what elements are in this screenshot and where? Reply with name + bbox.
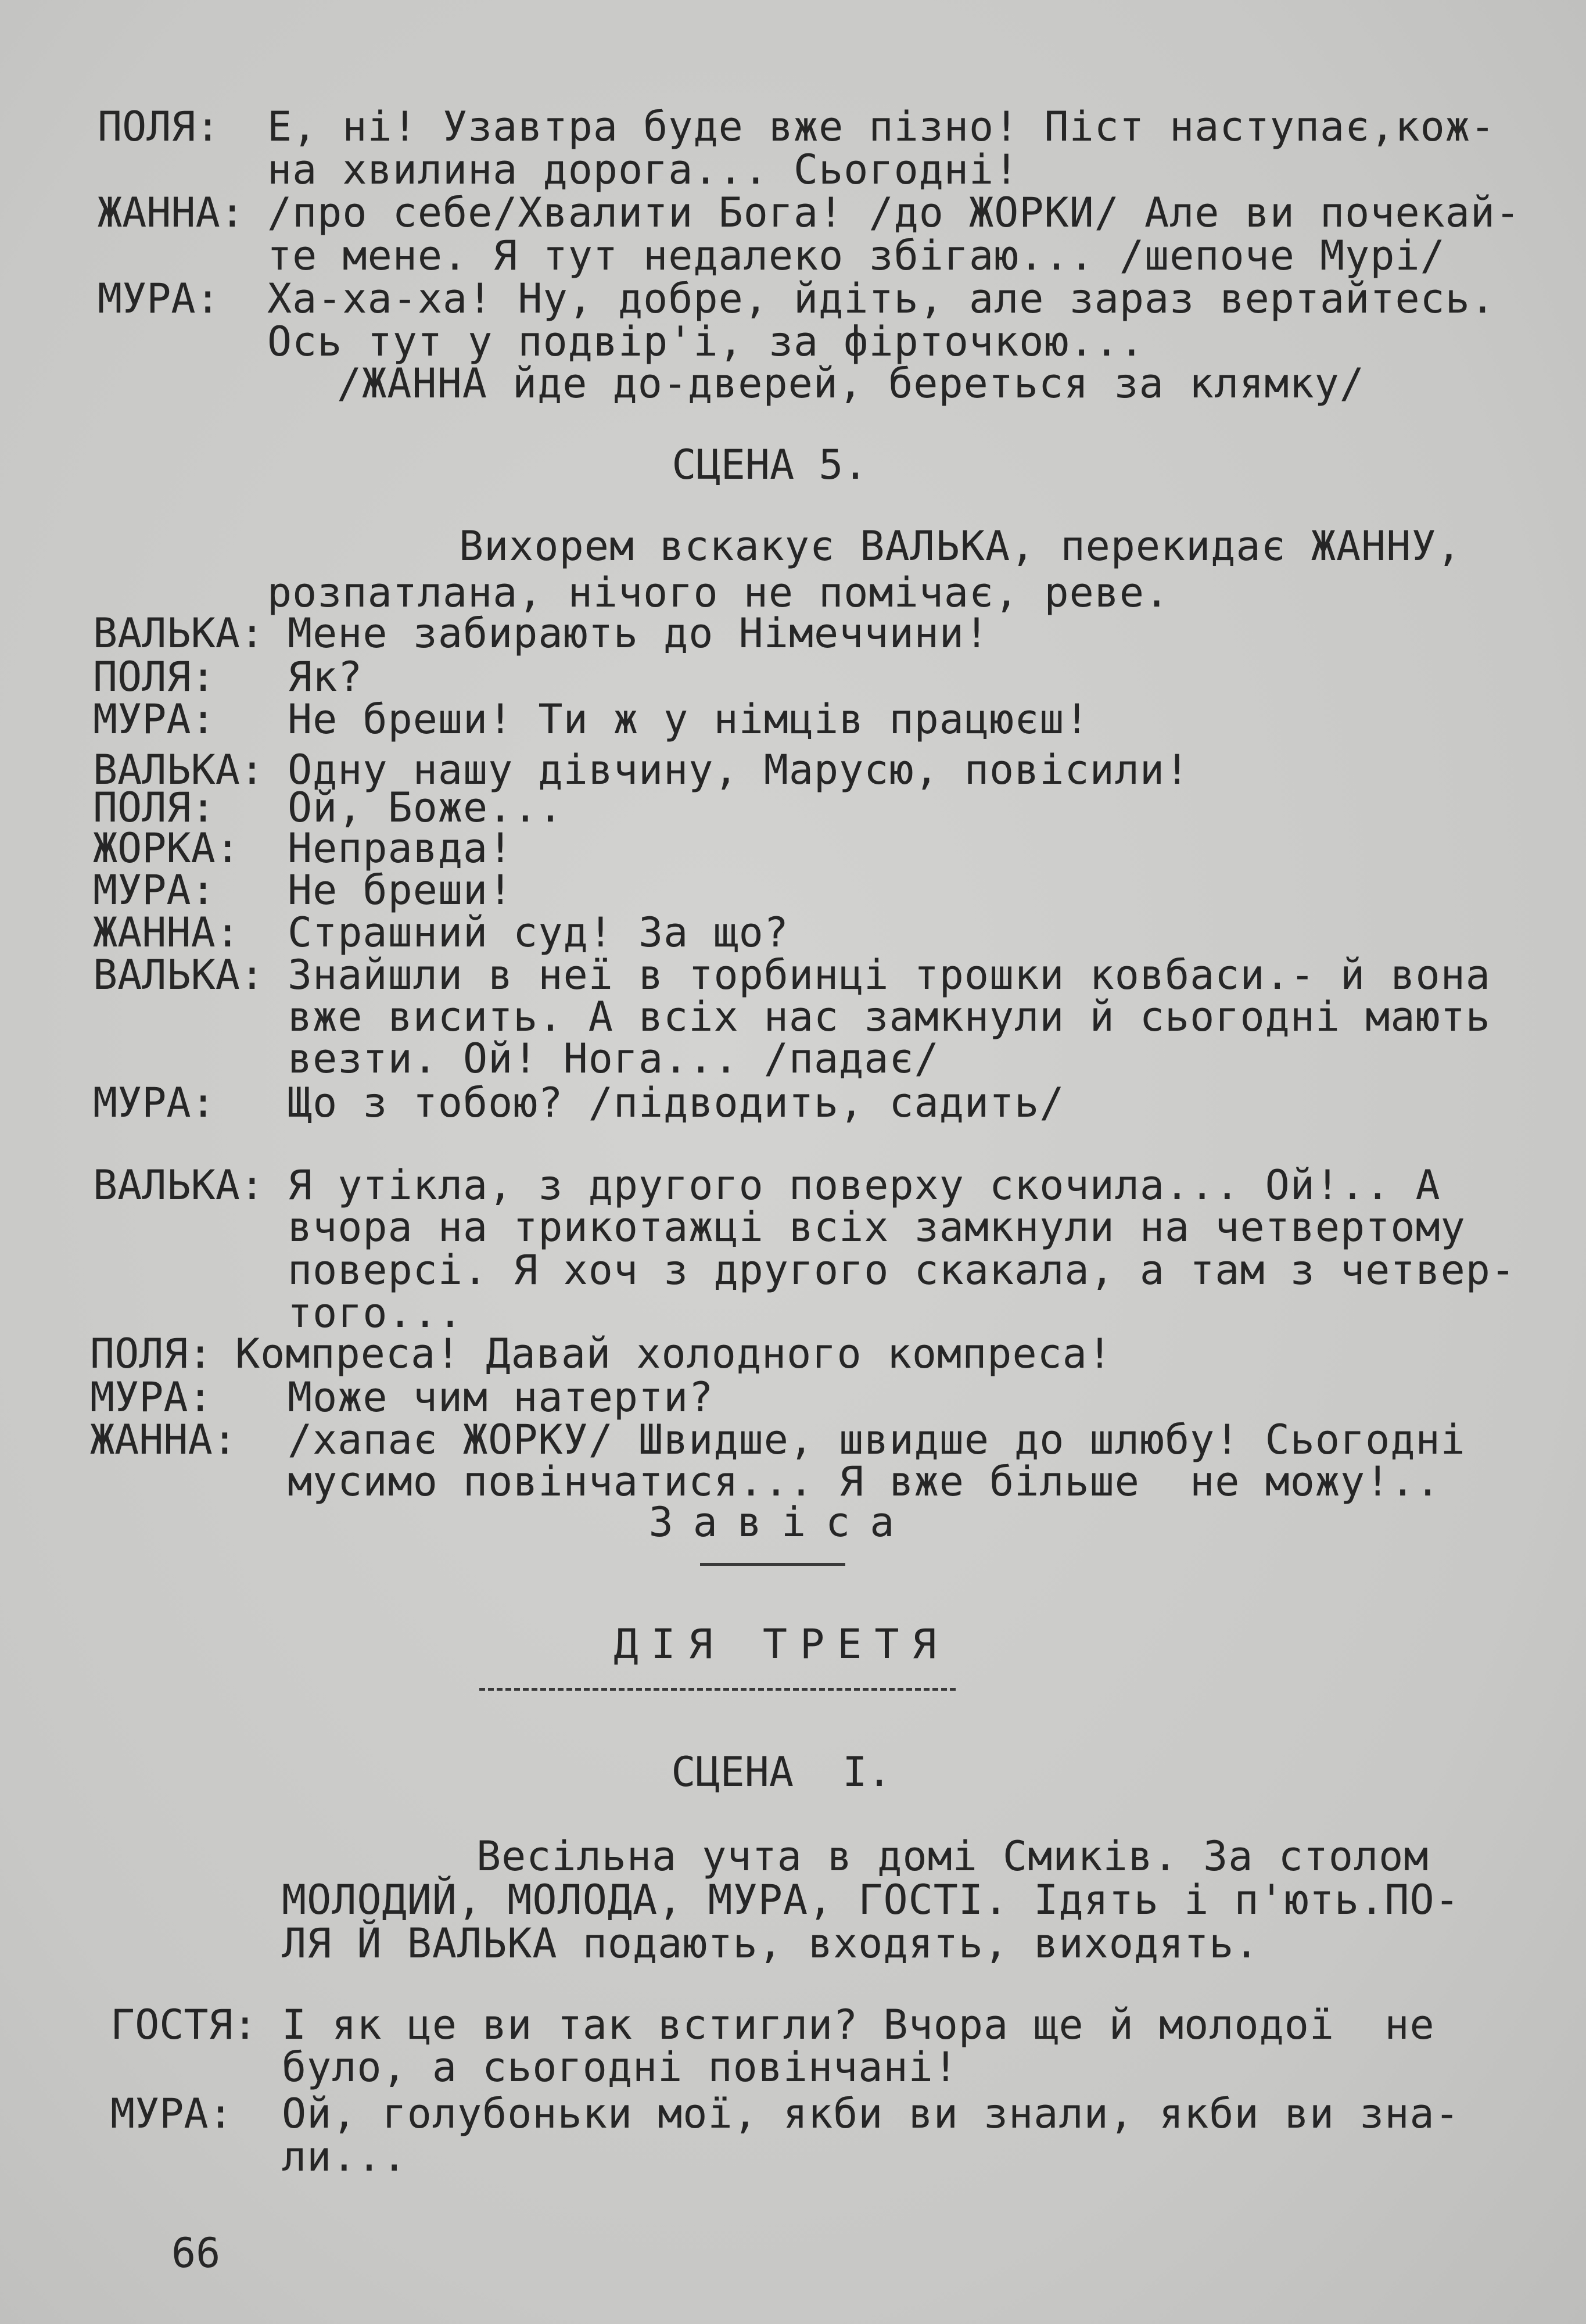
dialogue-line: Знайшли в неї в торбинці трошки ковбаси.- й вона: [288, 951, 1491, 999]
stage-direction: Весільна учта в домі Смиків. За столом: [476, 1832, 1429, 1880]
dialogue-line: І як це ви так встигли? Вчора ще й молодої не: [282, 2001, 1435, 2049]
curtain-heading: Завіса: [648, 1498, 914, 1546]
dialogue-line: Ха-ха-ха! Ну, добре, йдіть, але зараз вертайтесь.: [267, 275, 1496, 322]
dialogue-line: Одну нашу дівчину, Марусю, повісили!: [288, 746, 1190, 794]
dialogue-line: Як?: [288, 653, 363, 701]
stage-direction: ЛЯ Й ВАЛЬКА подають, входять, виходять.: [282, 1920, 1260, 1967]
speaker-zhanna: ЖАННА:: [90, 1416, 237, 1464]
dialogue-line: Мене забирають до Німеччини!: [288, 609, 990, 657]
act-heading: ДІЯ ТРЕТЯ: [613, 1620, 949, 1668]
dialogue-line: Може чим натерти?: [288, 1373, 714, 1421]
scene-heading: СЦЕНА І.: [671, 1748, 892, 1796]
dialogue-line: Ой, Боже...: [288, 784, 564, 831]
stage-direction: розпатлана, нічого не помічає, реве.: [267, 569, 1170, 616]
speaker-valka: ВАЛЬКА:: [93, 1161, 265, 1209]
dialogue-line: Ось тут у подвір'і, за фірточкою...: [267, 318, 1145, 365]
speaker-mura: МУРА:: [93, 866, 216, 914]
stage-direction: Вихорем вскакує ВАЛЬКА, перекидає ЖАННУ,: [459, 522, 1462, 570]
scene-heading: СЦЕНА 5.: [672, 441, 868, 489]
page-number: 66: [171, 2229, 221, 2277]
dialogue-line: на хвилина дорога... Сьогодні!: [267, 146, 1020, 193]
speaker-valka: ВАЛЬКА:: [93, 951, 265, 999]
speaker-valka: ВАЛЬКА:: [93, 609, 265, 657]
dialogue-line: Компреса! Давай холодного компреса!: [235, 1330, 1113, 1378]
dialogue-line: Не бреши!: [288, 866, 514, 914]
dialogue-line: везти. Ой! Нога... /падає/: [288, 1035, 939, 1082]
divider: [700, 1563, 845, 1566]
speaker-mura: МУРА:: [110, 2090, 233, 2137]
dialogue-line: вже висить. А всіх нас замкнули й сьогодні мають: [288, 993, 1491, 1041]
dialogue-line: Страшний суд! За що?: [288, 909, 789, 956]
speaker-polia: ПОЛЯ:: [98, 103, 220, 150]
dialogue-line: Е, ні! Узавтра буде вже пізно! Піст наступає,кож-: [267, 103, 1496, 150]
dialogue-line: поверсі. Я хоч з другого скакала, а там з четвер-: [288, 1246, 1516, 1294]
speaker-mura: МУРА:: [98, 275, 220, 322]
speaker-mura: МУРА:: [90, 1373, 213, 1421]
speaker-polia: ПОЛЯ:: [93, 784, 216, 831]
dialogue-line: було, а сьогодні повінчані!: [282, 2043, 959, 2091]
dialogue-line: Неправда!: [288, 824, 514, 872]
stage-direction: МОЛОДИЙ, МОЛОДА, МУРА, ГОСТІ. Ідять і п'ють.ПО-: [282, 1876, 1460, 1924]
divider: [479, 1688, 956, 1691]
speaker-zhanna: ЖАННА:: [93, 909, 240, 956]
speaker-polia: ПОЛЯ:: [93, 653, 216, 701]
dialogue-line: Я утікла, з другого поверху скочила... Ой!.. А: [288, 1161, 1441, 1209]
dialogue-line: мусимо повінчатися... Я вже більше не можу!..: [288, 1458, 1441, 1505]
dialogue-line: Що з тобою? /підводить, садить/: [288, 1079, 1065, 1127]
dialogue-line: /про себе/Хвалити Бога! /до ЖОРКИ/ Але ви почекай-: [267, 189, 1521, 236]
dialogue-line: Ой, голубоньки мої, якби ви знали, якби ви зна-: [282, 2090, 1460, 2137]
speaker-mura: МУРА:: [93, 695, 216, 743]
speaker-hostia: ГОСТЯ:: [110, 2001, 257, 2049]
dialogue-line: те мене. Я тут недалеко збігаю... /шепоче Мурі/: [267, 232, 1445, 279]
speaker-valka: ВАЛЬКА:: [93, 746, 265, 794]
dialogue-line: Не бреши! Ти ж у німців працюєш!: [288, 695, 1090, 743]
stage-direction: /ЖАННА йде до-дверей, береться за клямку/: [337, 360, 1365, 407]
speaker-zhanna: ЖАННА:: [98, 189, 245, 236]
dialogue-line: ли...: [282, 2133, 407, 2180]
dialogue-line: /хапає ЖОРКУ/ Швидше, швидше до шлюбу! Сьогодні: [288, 1416, 1466, 1464]
speaker-polia: ПОЛЯ:: [90, 1330, 213, 1378]
speaker-zhorka: ЖОРКА:: [93, 824, 240, 872]
speaker-mura: МУРА:: [93, 1079, 216, 1127]
dialogue-line: того...: [288, 1289, 464, 1337]
dialogue-line: вчора на трикотажці всіх замкнули на четвертому: [288, 1203, 1466, 1251]
